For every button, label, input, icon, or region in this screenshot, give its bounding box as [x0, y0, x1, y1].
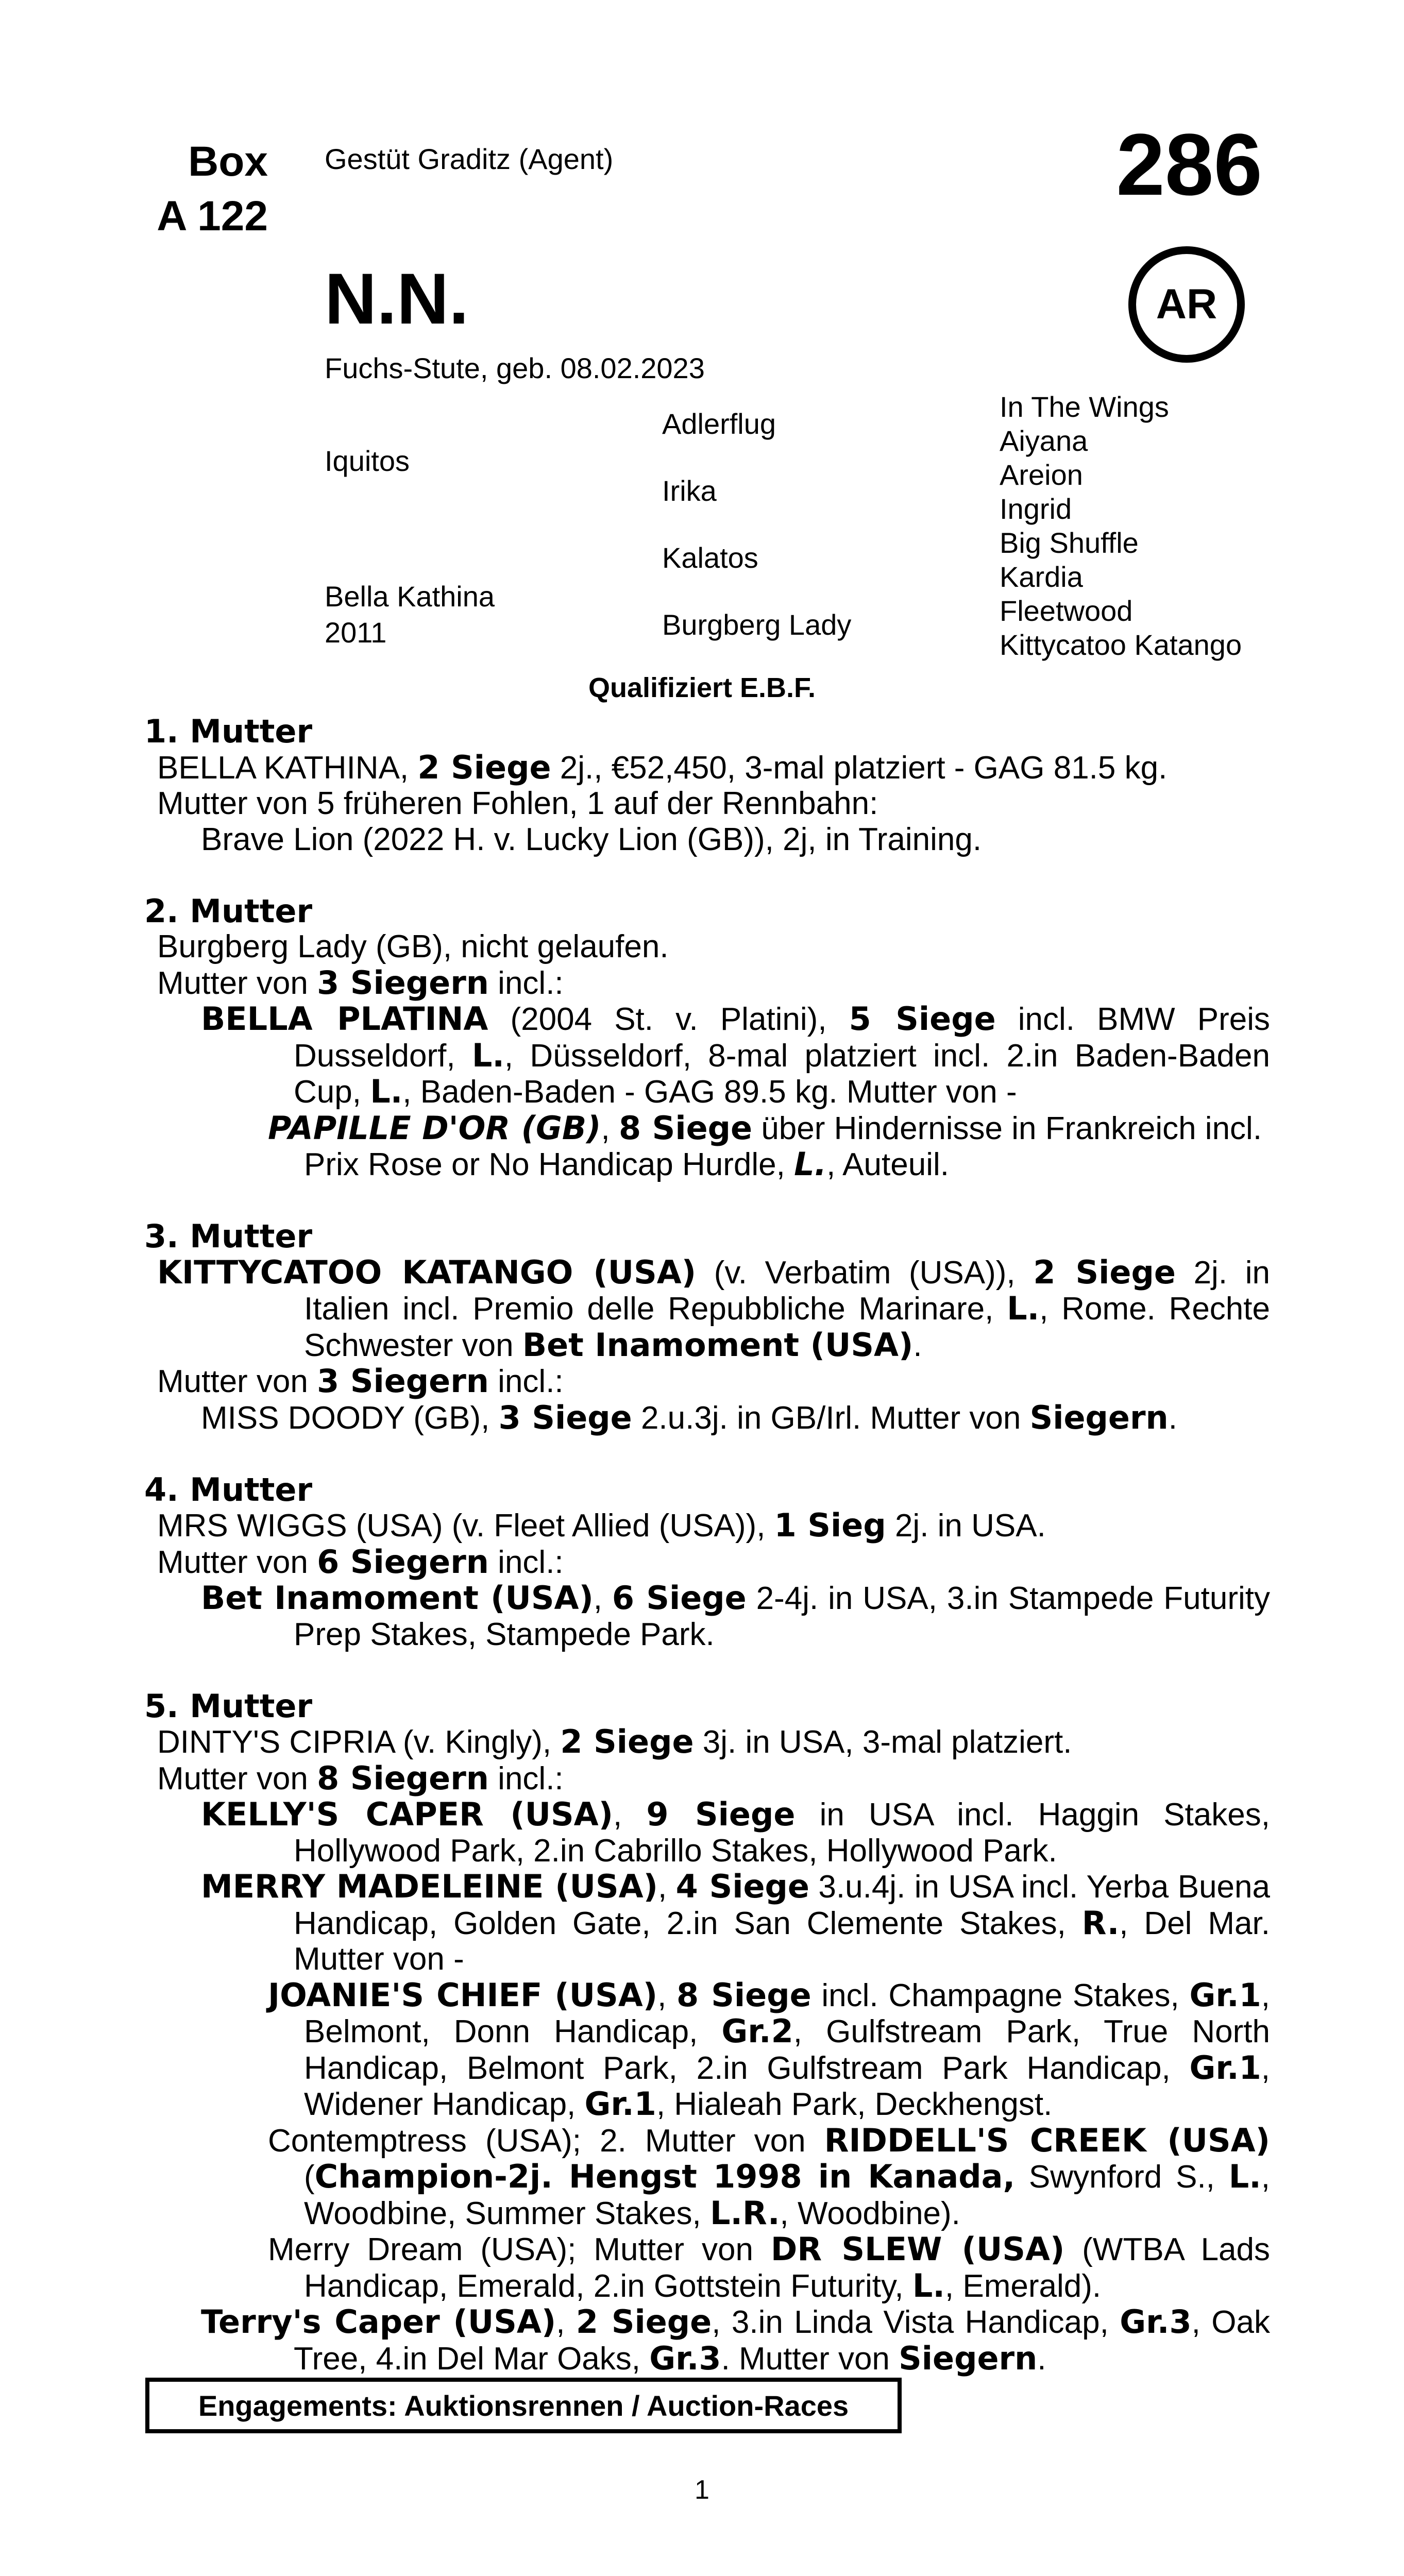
text: Mutter von — [157, 1760, 317, 1797]
dam-3-produce — [144, 1363, 1270, 1400]
text: , Auteuil. — [826, 1147, 949, 1182]
horse-name: Bet Inamoment (USA) — [201, 1579, 594, 1617]
text: . — [913, 1327, 922, 1363]
text: Mutter von — [157, 1544, 317, 1580]
dam-4-line — [144, 1507, 1270, 1544]
text: , — [593, 1581, 612, 1616]
pedigree-gen3 — [1000, 390, 1242, 662]
wins: 2 Siege — [417, 748, 551, 786]
winners: Siegern — [899, 2339, 1038, 2377]
text: BELLA KATHINA, — [157, 750, 418, 786]
dam-1-foal: Brave Lion (2022 H. v. Lucky Lion (GB)), 2j, in Training. — [201, 821, 982, 857]
text: incl.: — [488, 965, 564, 1001]
dam-4-produce — [144, 1544, 1270, 1581]
box-number: A 122 — [157, 193, 268, 240]
dam-1-produce: Mutter von 5 früheren Fohlen, 1 auf der Rennbahn: — [157, 786, 878, 821]
text: incl.: — [488, 1760, 564, 1797]
horse-name: Bet Inamoment (USA) — [522, 1326, 914, 1364]
horse-name: BELLA PLATINA — [201, 1000, 488, 1038]
race-grade: L. — [471, 1036, 504, 1074]
dam-5-grand-offspring-3 — [144, 2231, 1270, 2304]
race-grade: Gr.1 — [1189, 1976, 1261, 2014]
text: Mutter von — [157, 965, 317, 1001]
dam-heading-2: 2. Mutter — [144, 892, 313, 930]
text: 2j. in USA. — [886, 1508, 1046, 1544]
race-grade: Gr.2 — [721, 2012, 793, 2050]
race-grade: L. — [794, 1145, 827, 1183]
text: DINTY'S CIPRIA (v. Kingly), — [157, 1724, 561, 1760]
text: (WTBA Lads Handicap, Emerald, 2.in Gottstein Futurity, — [304, 2232, 1271, 2304]
horse-name: DR SLEW (USA) — [770, 2230, 1065, 2268]
text: . — [1037, 2341, 1046, 2377]
text: Swynford S., — [1015, 2159, 1229, 2195]
text: Merry Dream (USA); Mutter von — [268, 2232, 771, 2267]
text: in USA incl. Haggin Stakes, Hollywood Park, 2.in Cabrillo Stakes, Hollywood Park. — [294, 1797, 1270, 1869]
gen3-name: Kardia — [1000, 561, 1083, 593]
box-label: Box — [188, 138, 268, 185]
text: . Mutter von — [721, 2341, 899, 2377]
race-grade: Gr.3 — [1120, 2303, 1192, 2341]
text: 3j. in USA, 3-mal platziert. — [693, 1724, 1072, 1760]
dam-2-offspring — [144, 1001, 1270, 1110]
text: 2j., €52,450, 3-mal platziert - GAG 81.5 kg. — [551, 750, 1168, 786]
text: incl.: — [488, 1364, 564, 1399]
horse-name: PAPILLE D'OR (GB) — [268, 1109, 601, 1147]
text: MISS DOODY (GB), — [201, 1400, 499, 1436]
text: incl. BMW Preis Dusseldorf, — [294, 1002, 1270, 1074]
race-grade: Gr.3 — [649, 2339, 721, 2377]
dam-5-offspring-2 — [144, 1869, 1270, 1977]
text: 2-4j. in USA, 3.in Stampede Futurity Prep Stakes, Stampede Park. — [294, 1581, 1270, 1652]
text: , Hialeah Park, Deckhengst. — [656, 2087, 1053, 2122]
dam-lines — [144, 714, 1270, 2377]
pedigree-sire: Iquitos — [325, 445, 410, 477]
text: , — [657, 1869, 676, 1905]
text: Mutter von — [157, 1364, 317, 1399]
text: 3.u.4j. in USA incl. Yerba Buena Handicap, Golden Gate, 2.in San Clemente Stakes, — [294, 1869, 1270, 1941]
dam-1-line — [144, 750, 1270, 786]
consignor: Gestüt Graditz (Agent) — [325, 143, 614, 175]
text: , Oak Tree, 4.in Del Mar Oaks, — [294, 2304, 1270, 2377]
race-grade: R. — [1081, 1904, 1120, 1942]
wins: 2 Siege — [576, 2303, 712, 2341]
text: 2j. in Italien incl. Premio delle Repubbliche Marinare, — [304, 1255, 1270, 1327]
text: (v. Verbatim (USA)), — [696, 1255, 1034, 1291]
gen3-name: Big Shuffle — [1000, 527, 1139, 559]
horse-name: KITTYCATOO KATANGO (USA) — [157, 1253, 697, 1291]
text: , — [613, 1797, 647, 1833]
pedigree-dam-sire: Kalatos — [662, 541, 758, 574]
horse-name: JOANIE'S CHIEF (USA) — [268, 1976, 658, 2014]
text: , Emerald). — [944, 2268, 1102, 2304]
pedigree-sire-dam: Irika — [662, 474, 717, 507]
champion-note: Champion-2j. Hengst 1998 in Kanada, — [314, 2158, 1016, 2195]
horse-name: Terry's Caper (USA) — [201, 2303, 556, 2341]
text: (2004 St. v. Platini), — [488, 1002, 849, 1037]
dam-heading-5: 5. Mutter — [144, 1687, 313, 1725]
winners: 8 Siegern — [317, 1759, 489, 1797]
gen3-name: Fleetwood — [1000, 595, 1133, 627]
dam-5-grand-offspring-2 — [144, 2123, 1270, 2232]
wins: 8 Siege — [618, 1109, 753, 1147]
wins: 6 Siege — [612, 1579, 747, 1617]
text: , Gulfstream Park, True North Handicap, Belmont Park, 2.in Gulfstream Park Handicap, — [304, 2014, 1270, 2086]
horse-name: MERRY MADELEINE (USA) — [201, 1868, 658, 1905]
text: , — [556, 2304, 576, 2340]
text: , — [601, 1110, 619, 1146]
engagements-label: Engagements: Auktionsrennen / Auction-Races — [198, 2389, 849, 2422]
text: , Belmont, Donn Handicap, — [304, 1977, 1270, 2049]
gen3-name: Kittycatoo Katango — [1000, 629, 1242, 661]
text: , Woodbine, Summer Stakes, — [304, 2159, 1270, 2231]
text: , Düsseldorf, 8-mal platziert incl. 2.in Baden-Baden Cup, — [294, 1038, 1270, 1110]
horse-name: RIDDELL'S CREEK (USA) — [824, 2121, 1270, 2159]
dam-5-line — [144, 1724, 1270, 1760]
text: incl.: — [488, 1544, 564, 1580]
text: , 3.in Linda Vista Handicap, — [712, 2304, 1120, 2340]
dam-5-produce — [144, 1760, 1270, 1797]
pedigree-sire-sire: Adlerflug — [662, 408, 776, 440]
race-grade: Gr.1 — [584, 2085, 656, 2123]
dam-4-offspring — [144, 1580, 1270, 1652]
dam-3-line — [144, 1255, 1270, 1364]
dam-2-line: Burgberg Lady (GB), nicht gelaufen. — [157, 929, 669, 964]
race-grade: L. — [370, 1073, 403, 1110]
text: incl. Champagne Stakes, — [811, 1977, 1190, 2013]
wins: 2 Siege — [560, 1723, 694, 1760]
text: . — [1168, 1400, 1177, 1436]
wins: 8 Siege — [676, 1976, 811, 2014]
gen3-name: Ingrid — [1000, 493, 1072, 525]
dam-5-grand-offspring-1 — [144, 1977, 1270, 2123]
dam-5-offspring-1 — [144, 1797, 1270, 1869]
race-grade: L. — [1007, 1290, 1040, 1327]
text: Contemptress (USA); 2. Mutter von — [268, 2123, 824, 2159]
gen3-name: In The Wings — [1000, 391, 1169, 423]
pedigree-dam: Bella Kathina — [325, 580, 495, 613]
dam-2-grand-offspring — [144, 1110, 1270, 1183]
text: MRS WIGGS (USA) (v. Fleet Allied (USA)), — [157, 1508, 774, 1544]
winners: Siegern — [1029, 1398, 1169, 1436]
wins: 9 Siege — [646, 1795, 796, 1833]
ar-badge — [1128, 246, 1245, 363]
dam-2-produce — [144, 965, 1270, 1002]
wins: 3 Siege — [498, 1398, 632, 1436]
horse-name: KELLY'S CAPER (USA) — [201, 1795, 613, 1833]
text: 2.u.3j. in GB/Irl. Mutter von — [632, 1400, 1030, 1436]
wins: 4 Siege — [675, 1868, 809, 1905]
pedigree-dam-year: 2011 — [325, 616, 387, 649]
text: , Rome. Rechte Schwester von — [304, 1291, 1270, 1363]
race-grade: L. — [912, 2266, 945, 2304]
gen3-name: Aiyana — [1000, 425, 1088, 457]
text: , Woodbine). — [780, 2195, 960, 2231]
engagements-box — [145, 2378, 902, 2433]
wins: 1 Sieg — [774, 1506, 886, 1544]
dam-heading-4: 4. Mutter — [144, 1470, 313, 1509]
dam-heading-3: 3. Mutter — [144, 1217, 313, 1255]
text: über Hindernisse in Frankreich incl. Prix Rose or No Handicap Hurdle, — [304, 1110, 1262, 1182]
pedigree-dam-dam: Burgberg Lady — [662, 608, 852, 641]
winners: 6 Siegern — [317, 1543, 489, 1581]
ar-badge-label: AR — [1156, 281, 1217, 328]
gen3-name: Areion — [1000, 459, 1083, 491]
winners: 3 Siegern — [317, 963, 489, 1002]
text: , Del Mar. Mutter von - — [294, 1905, 1270, 1977]
text: , Widener Handicap, — [304, 2050, 1270, 2122]
dam-5-offspring-3 — [144, 2304, 1270, 2377]
page-number: 1 — [695, 2475, 709, 2505]
race-grade: Gr.1 — [1189, 2048, 1261, 2087]
dam-heading-1: 1. Mutter — [144, 713, 313, 750]
wins: 2 Siege — [1033, 1253, 1176, 1291]
text: , — [657, 1977, 677, 2013]
text: , Baden-Baden - GAG 89.5 kg. Mutter von - — [402, 1074, 1017, 1110]
race-grade: L. — [1228, 2158, 1261, 2195]
race-grade: L.R. — [710, 2194, 780, 2232]
winners: 3 Siegern — [317, 1362, 489, 1400]
wins: 5 Siege — [849, 1000, 996, 1038]
dam-3-offspring — [144, 1400, 1270, 1436]
lot-number: 286 — [1116, 116, 1262, 214]
horse-name: N.N. — [325, 258, 469, 339]
text: ( — [304, 2159, 315, 2195]
horse-description: Fuchs-Stute, geb. 08.02.2023 — [325, 352, 705, 384]
qualification: Qualifiziert E.B.F. — [588, 672, 816, 703]
